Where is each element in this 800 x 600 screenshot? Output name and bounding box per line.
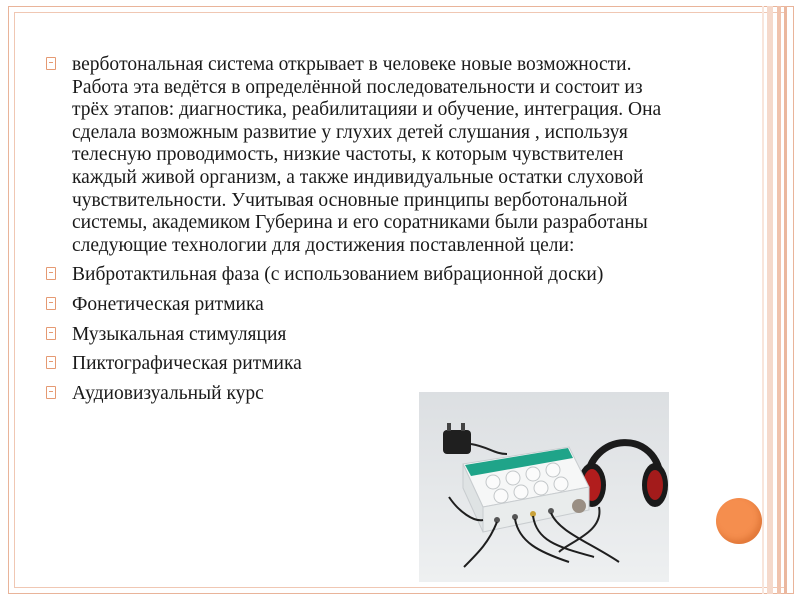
bullet-text: Фонетическая ритмика: [72, 293, 264, 315]
orange-circle: [716, 498, 762, 544]
bullet-icon: [46, 57, 56, 70]
list-item: [46, 54, 672, 257]
bullet-icon: [46, 327, 56, 340]
side-decoration-band: [777, 6, 781, 594]
list-item: [46, 264, 712, 287]
bullet-icon: [46, 297, 56, 310]
bullet-text: Вибротактильная фаза (с использованием вибрационной доски): [72, 264, 604, 286]
bullet-icon: [46, 386, 56, 399]
list-item: [46, 353, 696, 376]
device-photo: [419, 392, 669, 582]
list-item: [46, 294, 696, 317]
bullet-text: Музыкальная стимуляция: [72, 323, 287, 345]
bullet-text: вербoтональная система открывает в человеке новые возможности. Работа эта ведётся в определённой последовательности и состоит из трёх этапов: диагностика, реабилитацияи и обучение, интеграция. Она сделала возможным развитие у глухих детей слушания , используя телесную проводимость, низкие частоты, к которым чувствителен каждый живой организм, а также индивидуальные остатки слуховой чувствительности. Учитывая основные принципы верботональной системы, академиком Губерина и его соратниками были разработаны следующие технологии для достижения поставленной цели:: [72, 54, 662, 256]
bullet-list: [46, 54, 696, 412]
side-decoration-band: [762, 6, 764, 594]
bullet-icon: [46, 267, 56, 280]
list-item: [46, 324, 696, 347]
bullet-text: Пиктографическая ритмика: [72, 353, 302, 375]
device-illustration: [419, 392, 669, 582]
bullet-icon: [46, 356, 56, 369]
bullet-text: Аудиовизуальный курс: [72, 382, 264, 404]
side-decoration-band: [784, 6, 787, 594]
side-decoration-band: [767, 6, 773, 594]
